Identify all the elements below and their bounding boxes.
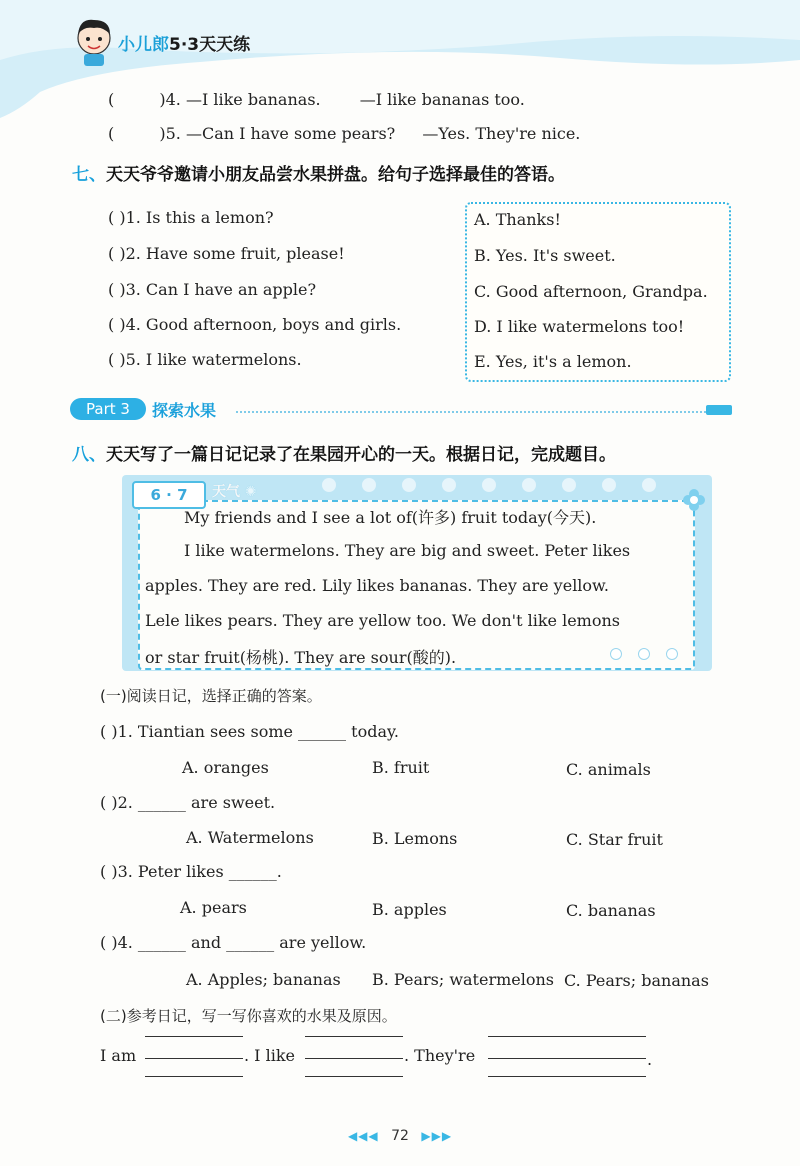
- answer-option: A. Thanks!: [474, 210, 561, 229]
- diary-date: 6 · 7: [132, 481, 206, 509]
- question-number: )4.: [159, 90, 181, 109]
- writing-word: . They're: [404, 1046, 476, 1065]
- answer-option: D. I like watermelons too!: [474, 317, 685, 336]
- mc-option: B. apples: [372, 900, 447, 919]
- writing-word: . I like: [244, 1046, 295, 1065]
- decor-dot: [322, 478, 336, 492]
- writing-blank[interactable]: [488, 1036, 646, 1037]
- section-title: 天天写了一篇日记记录了在果园开心的一天。根据日记，完成题目。: [106, 445, 616, 465]
- mc-stem: ( )2. ______ are sweet.: [100, 793, 276, 812]
- writing-blank[interactable]: [305, 1058, 403, 1059]
- decor-dot: [642, 478, 656, 492]
- writing-blank[interactable]: [145, 1076, 243, 1077]
- mascot-boy-icon: [72, 14, 116, 66]
- question-line-a: —I like bananas.: [185, 90, 321, 109]
- flower-icon: [682, 488, 706, 512]
- section-number: 七、: [72, 165, 106, 185]
- section-number: 八、: [72, 445, 106, 465]
- answer-paren: (: [108, 124, 115, 143]
- match-question: ( )1. Is this a lemon?: [108, 208, 274, 227]
- weather-label: 天气: [212, 484, 240, 500]
- match-question: ( )5. I like watermelons.: [108, 350, 302, 369]
- diary-line: Lele likes pears. They are yellow too. We don't like lemons: [145, 611, 620, 630]
- pencil-icon: [706, 405, 732, 415]
- page-footer: [0, 1128, 800, 1144]
- mc-option: B. Pears; watermelons: [372, 970, 555, 989]
- right-arrows-icon: ▶▶▶: [421, 1129, 453, 1143]
- question-row: [108, 124, 580, 143]
- series-name: 5·3天天练: [169, 35, 251, 55]
- answer-option: B. Yes. It's sweet.: [474, 246, 616, 265]
- section-8-heading: [72, 440, 616, 465]
- match-question: ( )4. Good afternoon, boys and girls.: [108, 315, 402, 334]
- answer-paren: (: [108, 90, 115, 109]
- match-question: ( )3. Can I have an apple?: [108, 280, 317, 299]
- brand-logo: [118, 30, 250, 55]
- writing-blank[interactable]: [305, 1036, 403, 1037]
- writing-blank[interactable]: [305, 1076, 403, 1077]
- divider: [236, 411, 706, 413]
- decor-dot: [442, 478, 456, 492]
- decor-dot: [610, 648, 622, 660]
- left-arrows-icon: ◀◀◀: [347, 1129, 379, 1143]
- diary-line: apples. They are red. Lily likes bananas. They are yellow.: [145, 576, 609, 595]
- decor-dot: [482, 478, 496, 492]
- decor-dot: [562, 478, 576, 492]
- mc-option: A. Watermelons: [186, 828, 314, 847]
- part-label: Part 3: [70, 398, 146, 420]
- decor-dot: [638, 648, 650, 660]
- mc-option: A. oranges: [182, 758, 269, 777]
- question-line-b: —I like bananas too.: [359, 90, 525, 109]
- mc-option: B. fruit: [372, 758, 430, 777]
- mc-option: B. Lemons: [372, 829, 458, 848]
- writing-blank[interactable]: [145, 1058, 243, 1059]
- mc-option: C. Pears; bananas: [564, 971, 709, 990]
- question-line-b: —Yes. They're nice.: [422, 124, 581, 143]
- diary-line: I like watermelons. They are big and sweet. Peter likes: [184, 541, 631, 560]
- decor-dot: [362, 478, 376, 492]
- answer-option: E. Yes, it's a lemon.: [474, 352, 632, 371]
- answer-option: C. Good afternoon, Grandpa.: [474, 282, 708, 301]
- writing-blank[interactable]: [488, 1076, 646, 1077]
- section-7-heading: [72, 160, 565, 185]
- subsection-title: (一)阅读日记，选择正确的答案。: [100, 687, 322, 705]
- decor-dot: [666, 648, 678, 660]
- mc-stem: ( )3. Peter likes ______.: [100, 862, 282, 881]
- match-question: ( )2. Have some fruit, please!: [108, 244, 345, 263]
- brand-name: 小儿郎: [118, 35, 169, 55]
- mc-stem: ( )4. ______ and ______ are yellow.: [100, 933, 367, 952]
- mc-option: C. Star fruit: [566, 830, 663, 849]
- question-number: )5.: [159, 124, 181, 143]
- decor-dot: [402, 478, 416, 492]
- writing-blank[interactable]: [145, 1036, 243, 1037]
- diary-line: or star fruit(杨桃). They are sour(酸的).: [145, 648, 457, 667]
- mc-option: A. pears: [180, 898, 247, 917]
- question-row: [108, 90, 525, 109]
- writing-period: .: [647, 1050, 653, 1069]
- question-line-a: —Can I have some pears?: [185, 124, 396, 143]
- mc-option: A. Apples; bananas: [186, 970, 341, 989]
- decor-dot: [602, 478, 616, 492]
- writing-word: I am: [100, 1046, 137, 1065]
- mc-stem: ( )1. Tiantian sees some ______ today.: [100, 722, 399, 741]
- page-number: 72: [391, 1128, 409, 1144]
- diary-weather: [212, 481, 257, 501]
- sun-icon: ✺: [244, 484, 257, 500]
- writing-blank[interactable]: [488, 1058, 646, 1059]
- mc-option: C. animals: [566, 760, 651, 779]
- part-title: 探索水果: [152, 401, 217, 420]
- mc-option: C. bananas: [566, 901, 656, 920]
- decor-dot: [522, 478, 536, 492]
- section-title: 天天爷爷邀请小朋友品尝水果拼盘。给句子选择最佳的答语。: [106, 165, 565, 185]
- diary-line: My friends and I see a lot of(许多) fruit today(今天).: [184, 508, 597, 527]
- subsection-title: (二)参考日记，写一写你喜欢的水果及原因。: [100, 1007, 397, 1025]
